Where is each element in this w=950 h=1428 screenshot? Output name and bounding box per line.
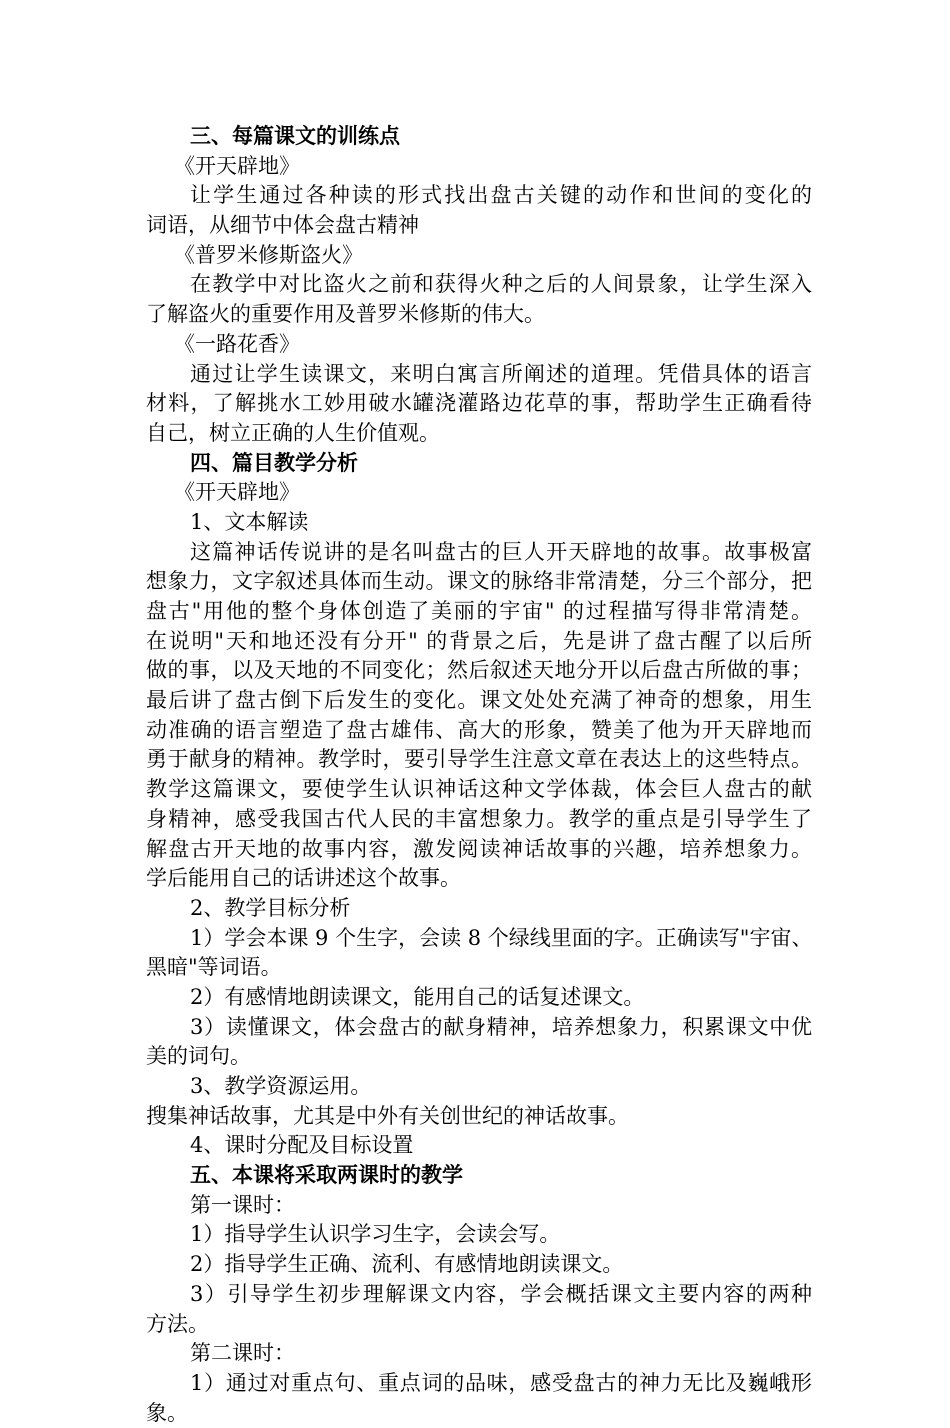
doc-line: 解盘古开天地的故事内容，激发阅读神话故事的兴趣，培养想象力。 [146,836,812,861]
section-heading: 三、每篇课文的训练点 [190,124,400,148]
doc-line: 了解盗火的重要作用及普罗米修斯的伟大。 [146,302,545,327]
doc-line: 动准确的语言塑造了盘古雄伟、高大的形象，赞美了他为开天辟地而 [146,717,812,742]
doc-line: 让学生通过各种读的形式找出盘古关键的动作和世间的变化的 [190,183,812,208]
doc-line: 词语，从细节中体会盘古精神 [146,213,419,238]
doc-line: 想象力，文字叙述具体而生动。课文的脉络非常清楚，分三个部分，把 [146,569,812,594]
doc-line: 2）有感情地朗读课文，能用自己的话复述课文。 [190,984,645,1009]
doc-line: 3、教学资源运用。 [190,1074,372,1098]
doc-line: 学后能用自己的话讲述这个故事。 [146,866,461,891]
doc-line: 第二课时： [190,1341,295,1366]
doc-line: 《普罗米修斯盗火》 [174,242,363,267]
section-heading: 四、篇目教学分析 [190,450,358,475]
doc-line: 第一课时： [190,1192,295,1217]
doc-line: 4、课时分配及目标设置 [190,1133,414,1158]
doc-line: 自己，树立正确的人生价值观。 [146,420,440,445]
doc-line: 《一路花香》 [174,331,300,356]
doc-line: 象。 [146,1400,188,1425]
doc-line: 黑暗"等词语。 [146,955,282,980]
doc-line: 1）指导学生认识学习生字，会读会写。 [190,1222,561,1247]
doc-line: 3）引导学生初步理解课文内容，学会概括课文主要内容的两种 [190,1281,812,1306]
doc-line: 1）通过对重点句、重点词的品味，感受盘古的神力无比及巍峨形 [190,1370,812,1395]
doc-line: 材料，了解挑水工妙用破水罐浇灌路边花草的事，帮助学生正确看待 [146,391,812,416]
doc-line: 《开天辟地》 [174,153,300,178]
doc-line: 勇于献身的精神。教学时，要引导学生注意文章在表达上的这些特点。 [146,747,812,772]
doc-line: 在教学中对比盗火之前和获得火种之后的人间景象，让学生深入 [190,272,812,297]
document-page [146,122,812,1428]
doc-line: 最后讲了盘古倒下后发生的变化。课文处处充满了神奇的想象，用生 [146,688,812,713]
doc-line: 搜集神话故事，尤其是中外有关创世纪的神话故事。 [146,1103,629,1128]
doc-line: 2、教学目标分析 [190,895,351,920]
doc-line: 身精神，感受我国古代人民的丰富想象力。教学的重点是引导学生了 [146,806,812,831]
doc-line: 做的事，以及天地的不同变化；然后叙述天地分开以后盘古所做的事； [146,658,812,683]
doc-line: 《开天辟地》 [174,480,300,505]
doc-line: 在说明"天和地还没有分开" 的背景之后，先是讲了盘古醒了以后所 [146,628,812,653]
doc-line: 2）指导学生正确、流利、有感情地朗读课文。 [190,1252,624,1277]
doc-line: 方法。 [146,1311,209,1336]
doc-line: 1、文本解读 [190,509,309,534]
doc-line: 这篇神话传说讲的是名叫盘古的巨人开天辟地的故事。故事极富 [190,539,812,564]
doc-line: 教学这篇课文，要使学生认识神话这种文学体裁，体会巨人盘古的献 [146,777,812,802]
section-heading: 五、本课将采取两课时的教学 [190,1163,463,1188]
doc-line: 美的词句。 [146,1044,251,1069]
doc-line: 通过让学生读课文，来明白寓言所阐述的道理。凭借具体的语言 [190,361,812,386]
doc-line: 1）学会本课 9 个生字，会读 8 个绿线里面的字。正确读写"宇宙、 [190,925,812,950]
doc-line: 盘古"用他的整个身体创造了美丽的宇宙" 的过程描写得非常清楚。 [146,599,812,623]
doc-line: 3）读懂课文，体会盘古的献身精神，培养想象力，积累课文中优 [190,1014,812,1039]
